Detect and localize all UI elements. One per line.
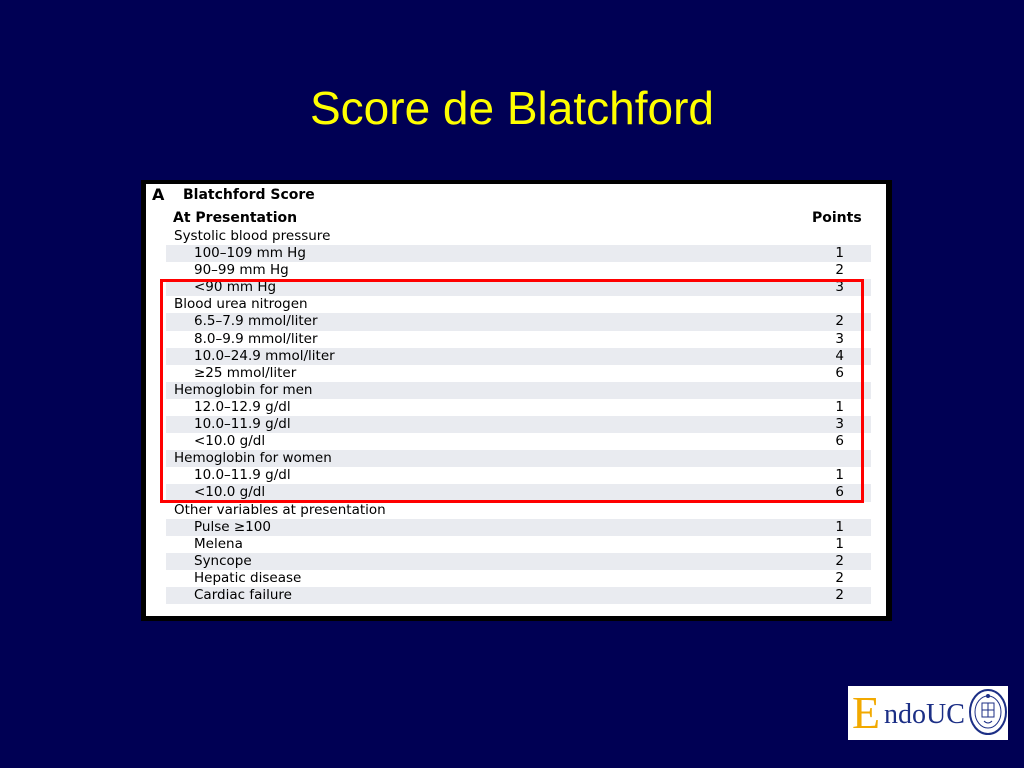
row-label: ≥25 mmol/liter <box>194 364 297 381</box>
row-label: Systolic blood pressure <box>174 228 331 244</box>
row-label: 100–109 mm Hg <box>194 245 306 262</box>
highlight-box <box>160 279 864 503</box>
row-label: 10.0–11.9 g/dl <box>194 416 291 433</box>
row-label: <90 mm Hg <box>194 279 277 296</box>
row-label: Blood urea nitrogen <box>174 296 308 313</box>
row-label: Syncope <box>194 552 252 569</box>
panel-title: Blatchford Score <box>183 187 315 203</box>
row-points: 1 <box>835 518 844 535</box>
column-header-presentation: At Presentation <box>173 210 298 226</box>
table-row <box>166 536 871 553</box>
row-label: Hemoglobin for men <box>174 381 313 398</box>
row-label: Other variables at presentation <box>174 501 386 518</box>
logo-initial: E <box>852 687 881 738</box>
row-label: 90–99 mm Hg <box>194 262 289 279</box>
row-points: 6 <box>835 484 844 501</box>
row-label: <10.0 g/dl <box>194 484 266 501</box>
slide-title: Score de Blatchford <box>309 82 714 134</box>
row-label: <10.0 g/dl <box>194 433 266 450</box>
row-points: 3 <box>835 330 844 347</box>
table-row <box>166 519 871 536</box>
row-label: Pulse ≥100 <box>194 518 271 535</box>
row-label: 10.0–11.9 g/dl <box>194 467 291 484</box>
row-label: Melena <box>194 535 243 552</box>
row-points: 1 <box>835 535 844 552</box>
logo-text: ndoUC <box>884 699 965 730</box>
row-label: Cardiac failure <box>194 586 292 603</box>
row-label: Hemoglobin for women <box>174 450 332 467</box>
row-points: 6 <box>835 433 844 450</box>
table-row <box>166 228 871 245</box>
row-points: 1 <box>835 398 844 415</box>
table-row <box>166 502 871 519</box>
row-points: 6 <box>835 364 844 381</box>
table-row <box>166 587 871 604</box>
row-points: 2 <box>835 569 844 586</box>
university-seal-icon <box>968 688 1008 736</box>
row-points: 2 <box>835 552 844 569</box>
row-points: 1 <box>835 467 844 484</box>
table-row <box>166 553 871 570</box>
row-label: 10.0–24.9 mmol/liter <box>194 347 335 364</box>
row-points: 2 <box>835 586 844 603</box>
table-row <box>166 262 871 279</box>
row-points: 3 <box>835 279 844 296</box>
row-label: 12.0–12.9 g/dl <box>194 398 291 415</box>
row-points: 2 <box>835 313 844 330</box>
row-points: 3 <box>835 416 844 433</box>
row-label: 6.5–7.9 mmol/liter <box>194 313 318 330</box>
row-points: 4 <box>835 347 844 364</box>
table-row <box>166 570 871 587</box>
row-points: 1 <box>835 245 844 262</box>
row-label: Hepatic disease <box>194 569 302 586</box>
column-header-points: Points <box>812 210 862 226</box>
row-points: 2 <box>835 262 844 279</box>
row-label: 8.0–9.9 mmol/liter <box>194 330 318 347</box>
table-row <box>166 245 871 262</box>
panel-letter: A <box>152 185 165 204</box>
